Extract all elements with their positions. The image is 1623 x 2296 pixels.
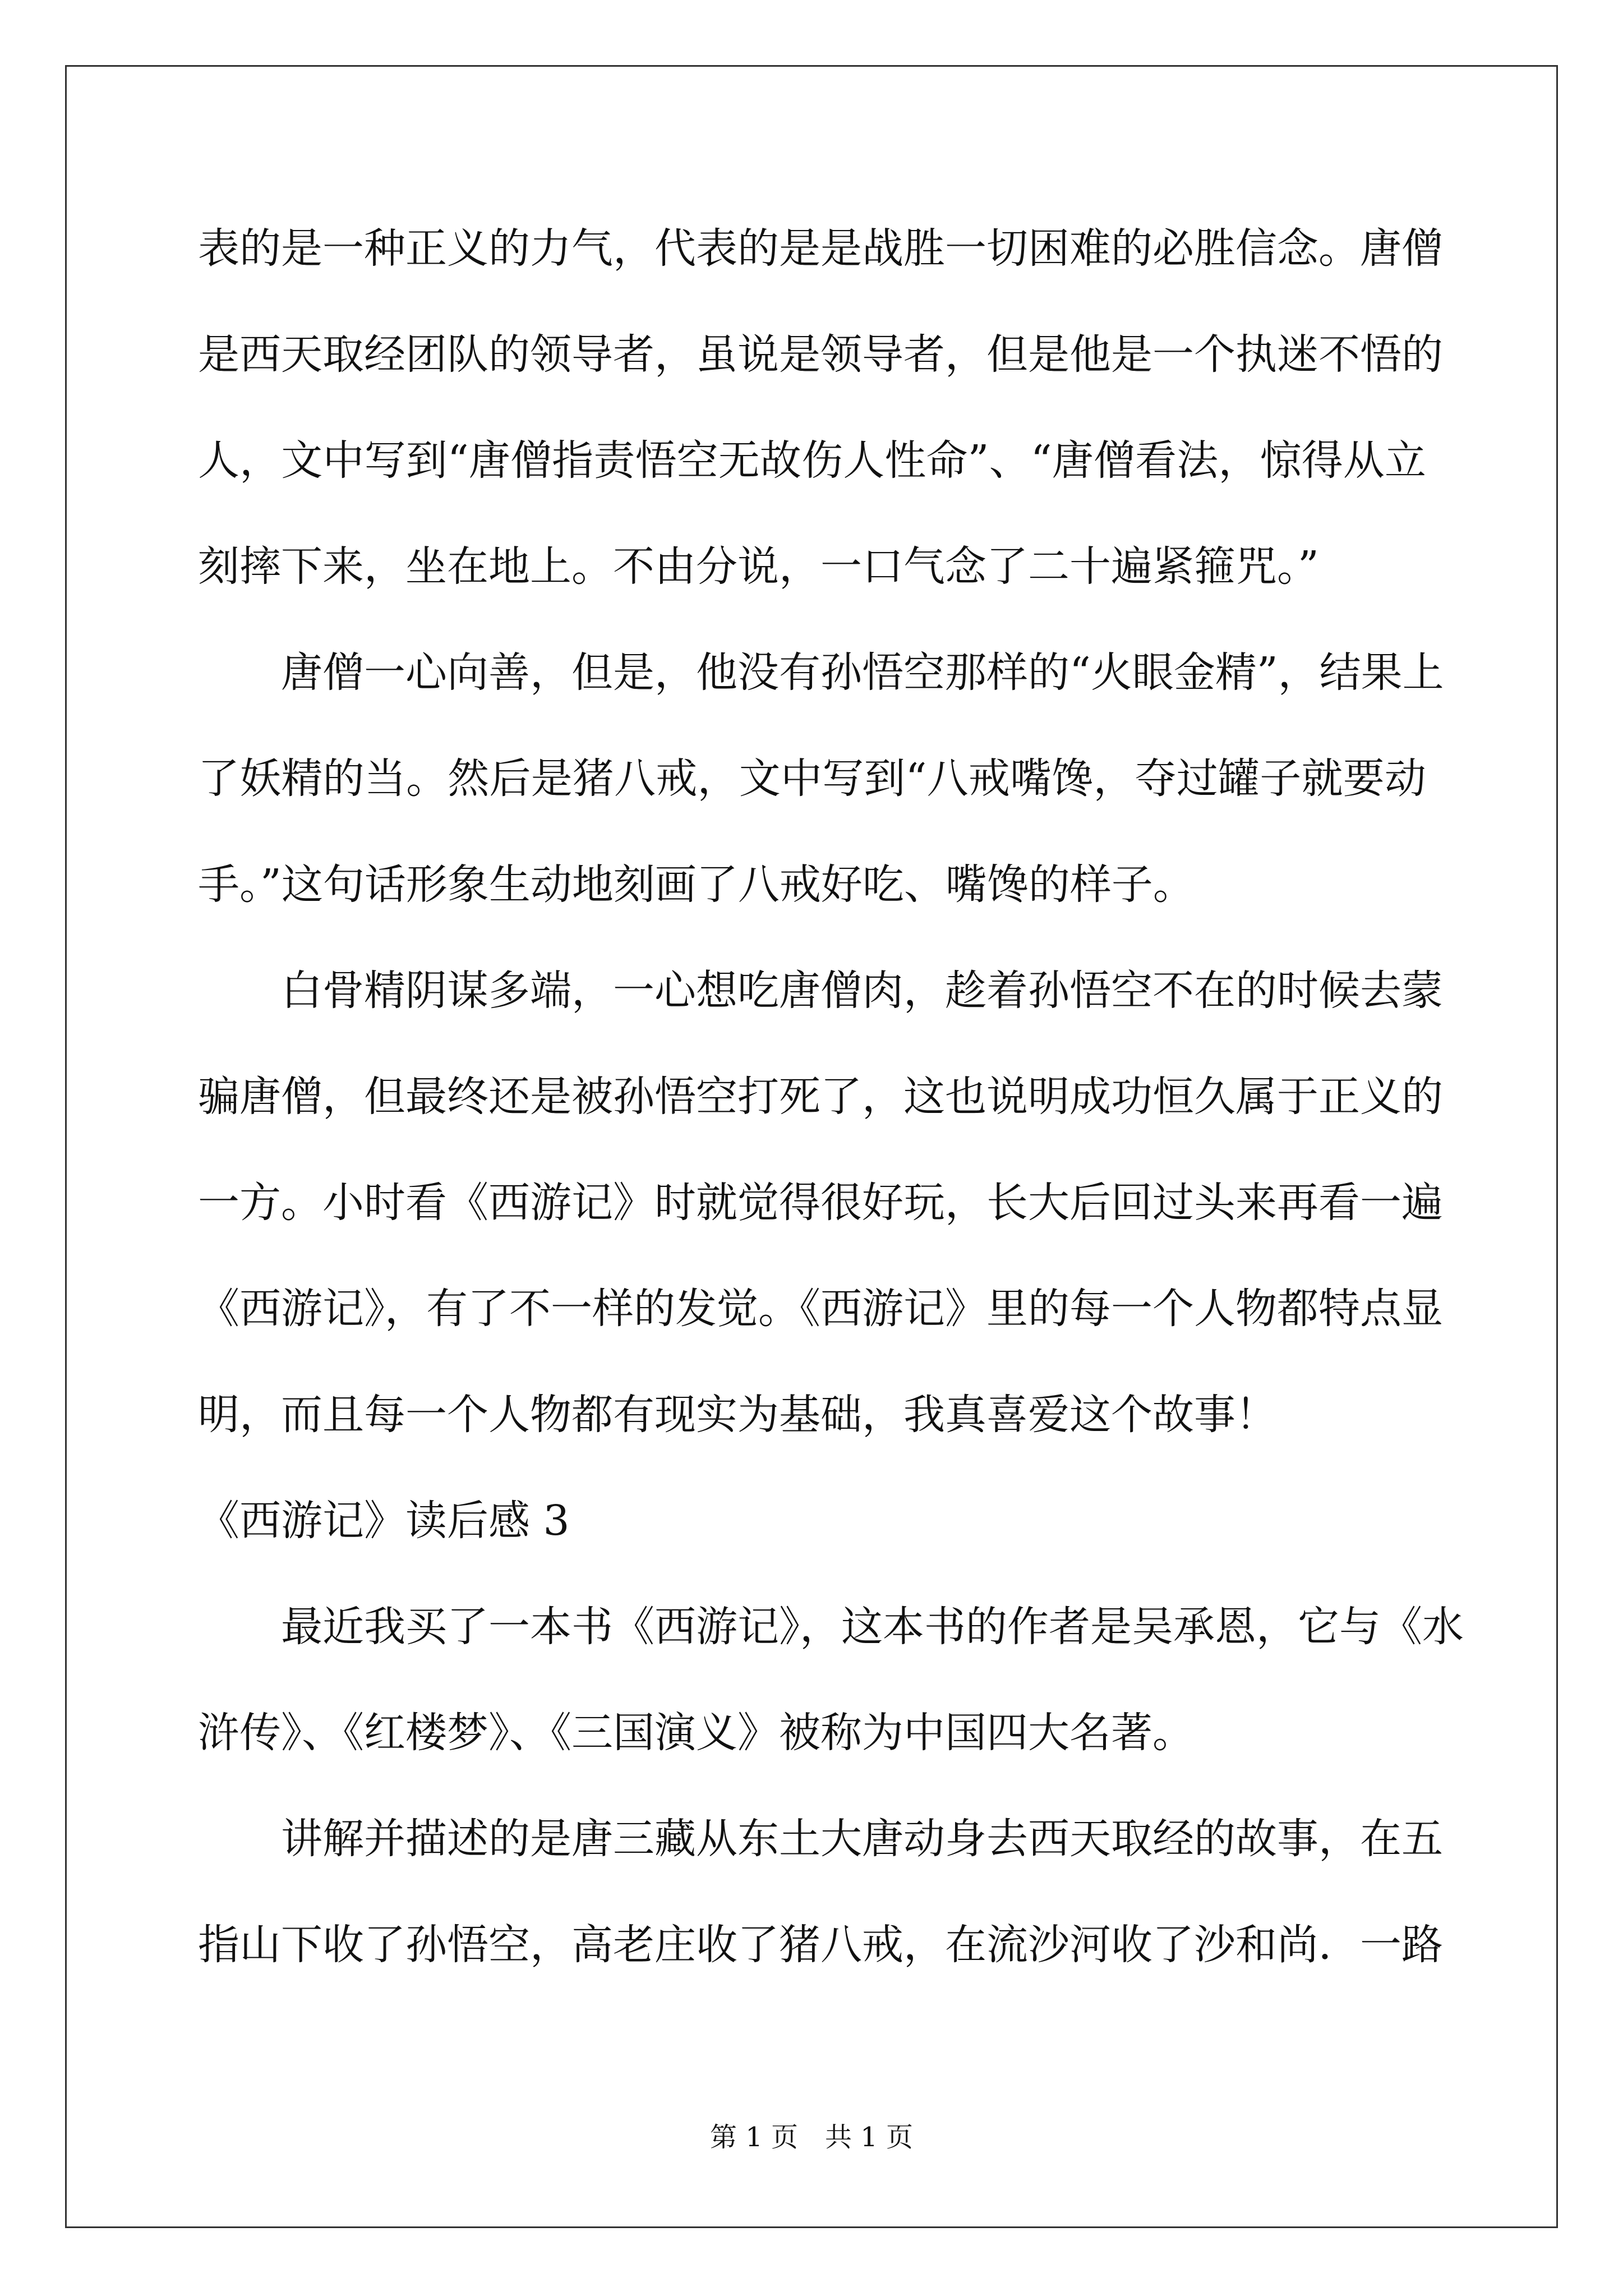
text-line: 骗唐僧，但最终还是被孙悟空打死了，这也说明成功恒久属于正义的 — [198, 1073, 1443, 1121]
text-line: 手。”这句话形象生动地刻画了八戒好吃、嘴馋的样子。 — [198, 861, 1195, 909]
text-line: 《西游记》，有了不一样的发觉。《西游记》里的每一个人物都特点显 — [198, 1285, 1443, 1333]
text-line: 明，而且每一个人物都有现实为基础，我真喜爱这个故事！ — [198, 1391, 1277, 1439]
text-line: 表的是一种正义的力气，代表的是是战胜一切困难的必胜信念。唐僧 — [198, 224, 1443, 273]
page-total: 共 1 页 — [825, 2122, 914, 2153]
page-footer — [0, 2120, 1623, 2154]
text-line: 白骨精阴谋多端，一心想吃唐僧肉，趁着孙悟空不在的时候去蒙 — [281, 967, 1443, 1015]
text-line: 刻摔下来，坐在地上。不由分说，一口气念了二十遍紧箍咒。” — [198, 542, 1319, 591]
text-line: 人，文中写到“唐僧指责悟空无故伤人性命”、“唐僧看法，惊得从立 — [198, 436, 1426, 485]
text-line: 最近我买了一本书《西游记》，这本书的作者是吴承恩，它与《水 — [281, 1603, 1464, 1651]
text-line: 了妖精的当。然后是猪八戒，文中写到“八戒嘴馋，夺过罐子就要动 — [198, 754, 1426, 803]
text-line: 唐僧一心向善，但是，他没有孙悟空那样的“火眼金精”，结果上 — [281, 648, 1444, 697]
text-line: 浒传》、《红楼梦》、《三国演义》被称为中国四大名著。 — [198, 1709, 1194, 1757]
text-line: 指山下收了孙悟空，高老庄收了猪八戒，在流沙河收了沙和尚．一路 — [198, 1921, 1443, 1969]
section-heading: 《西游记》读后感 3 — [198, 1497, 570, 1545]
document-body — [198, 222, 1464, 2024]
text-line: 是西天取经团队的领导者，虽说是领导者，但是他是一个执迷不悟的 — [198, 330, 1443, 379]
text-line: 一方。小时看《西游记》时就觉得很好玩，长大后回过头来再看一遍 — [198, 1179, 1443, 1227]
page-number: 第 1 页 — [709, 2122, 798, 2153]
text-line: 讲解并描述的是唐三藏从东土大唐动身去西天取经的故事，在五 — [281, 1815, 1443, 1863]
